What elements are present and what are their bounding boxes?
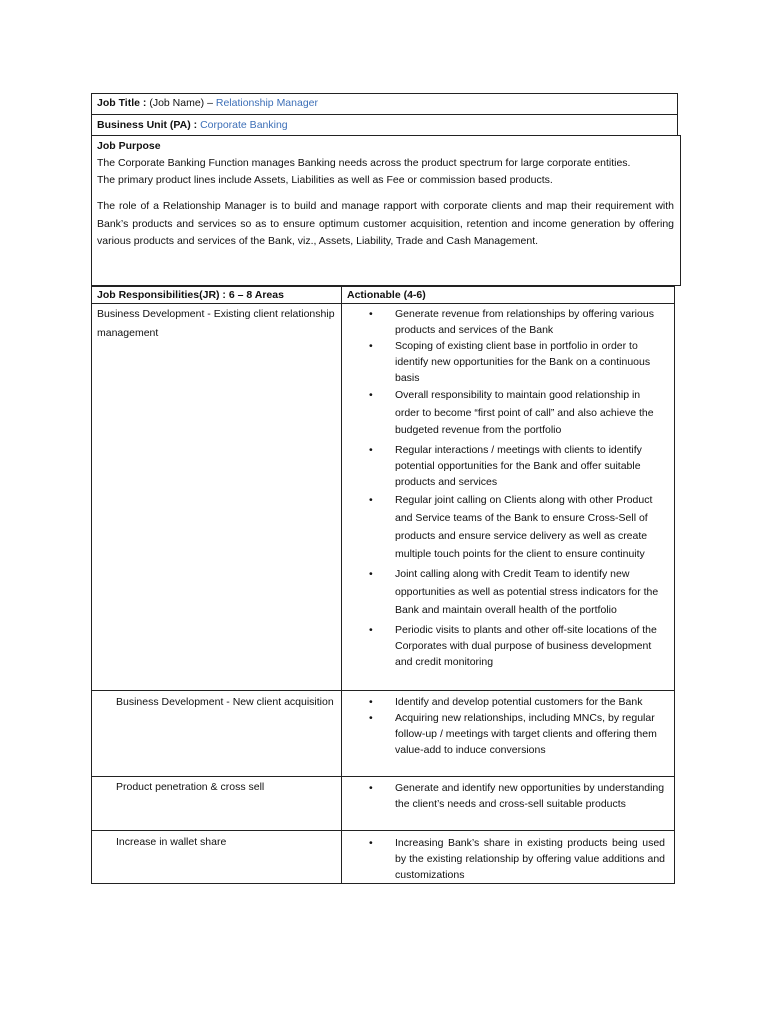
table-row [92,830,675,883]
list-item [347,491,669,563]
responsibilities-table [91,286,675,884]
business-unit-label: Business Unit (PA) : [97,119,198,131]
list-item [347,780,669,812]
job-purpose-box [91,135,681,286]
job-title-label: Job Title : [97,97,147,109]
list-item [347,835,669,883]
actionable-list [347,780,669,812]
action-text: Acquiring new relationships, including MNCs, by regular follow-up / meetings with target clients and offering them value-add to induce conversions [395,711,657,756]
action-text: Regular joint calling on Clients along with other Product and Service teams of the Bank to ensure Cross-Sell of products and ensure service delivery as well as create multiple touch points for the client to ensure continuity [395,493,653,560]
action-text: Increasing Bank’s share in existing products being used by the existing relationship by offering value additions and customizations [395,836,665,881]
actionable-list [347,306,669,670]
actionable-cell [342,830,675,883]
table-row [92,304,675,691]
purpose-text-line1: The Corporate Banking Function manages Banking needs across the product spectrum for large corporate entities. [97,157,631,169]
list-item [347,622,669,670]
job-purpose-title: Job Purpose [97,140,161,152]
action-text: Overall responsibility to maintain good relationship in order to become “first point of call” and also achieve the budgeted revenue from the portfolio [395,389,654,436]
job-title-value: Relationship Manager [215,97,319,109]
responsibility-area: Business Development - Existing client relationship management [92,304,342,691]
action-text: Generate revenue from relationships by offering various products and services of the Bank [395,308,654,336]
actionable-cell [342,690,675,776]
bullet-icon: • [369,493,373,506]
action-text: Scoping of existing client base in portfolio in order to identify new opportunities for the Bank on a continuous basis [395,340,651,384]
list-item [347,306,669,338]
bullet-icon: • [369,443,373,456]
bullet-icon: • [369,340,373,352]
action-text: Generate and identify new opportunities by understanding the client’s needs and cross-sell suitable products [395,781,665,810]
purpose-text-line2: The primary product lines include Assets, Liabilities as well as Fee or commission based products. [97,174,553,186]
action-text: Identify and develop potential customers for the Bank [395,695,643,708]
actionable-cell [342,304,675,691]
list-item [347,387,669,440]
job-title-row [91,93,678,115]
action-text: Regular interactions / meetings with clients to identify potential opportunities for the Bank and offer suitable products and services [395,443,642,488]
action-text: Periodic visits to plants and other off-site locations of the Corporates with dual purpose of business development and credit monitoring [395,623,657,668]
list-item [347,565,669,619]
job-title-mid: (Job Name) – [149,97,213,109]
business-unit-row [91,114,678,136]
col-header-responsibilities: Job Responsibilities(JR) : 6 – 8 Areas [92,287,342,304]
bullet-icon: • [369,623,373,636]
col-header-actionable: Actionable (4-6) [342,287,675,304]
actionable-cell [342,776,675,830]
actionable-list [347,694,669,758]
list-item [347,710,669,758]
bullet-icon: • [369,567,373,580]
table-row [92,776,675,830]
action-text: Joint calling along with Credit Team to identify new opportunities as well as potential stress indicators for the Bank and maintain overall health of the portfolio [395,567,659,616]
list-item [347,442,669,490]
bullet-icon: • [369,308,373,320]
purpose-text-para2: The role of a Relationship Manager is to build and manage rapport with corporate clients and map their requirement with Bank’s products and services so as to ensure optimum customer acquisition, retention and income generation by offering various products and services of the Bank, viz., Assets, Liability, Trade and Cash Management. [97,200,674,247]
responsibility-area: Increase in wallet share [92,830,342,883]
bullet-icon: • [369,781,373,794]
list-item [347,338,669,386]
responsibility-area: Business Development - New client acquisition [92,690,342,776]
bullet-icon: • [369,389,373,401]
actionable-list [347,835,669,883]
table-header-row [92,287,675,304]
bullet-icon: • [369,836,373,849]
list-item [347,694,669,710]
business-unit-value: Corporate Banking [200,119,288,131]
table-row [92,690,675,776]
bullet-icon: • [369,711,373,724]
responsibility-area: Product penetration & cross sell [92,776,342,830]
bullet-icon: • [369,695,373,708]
